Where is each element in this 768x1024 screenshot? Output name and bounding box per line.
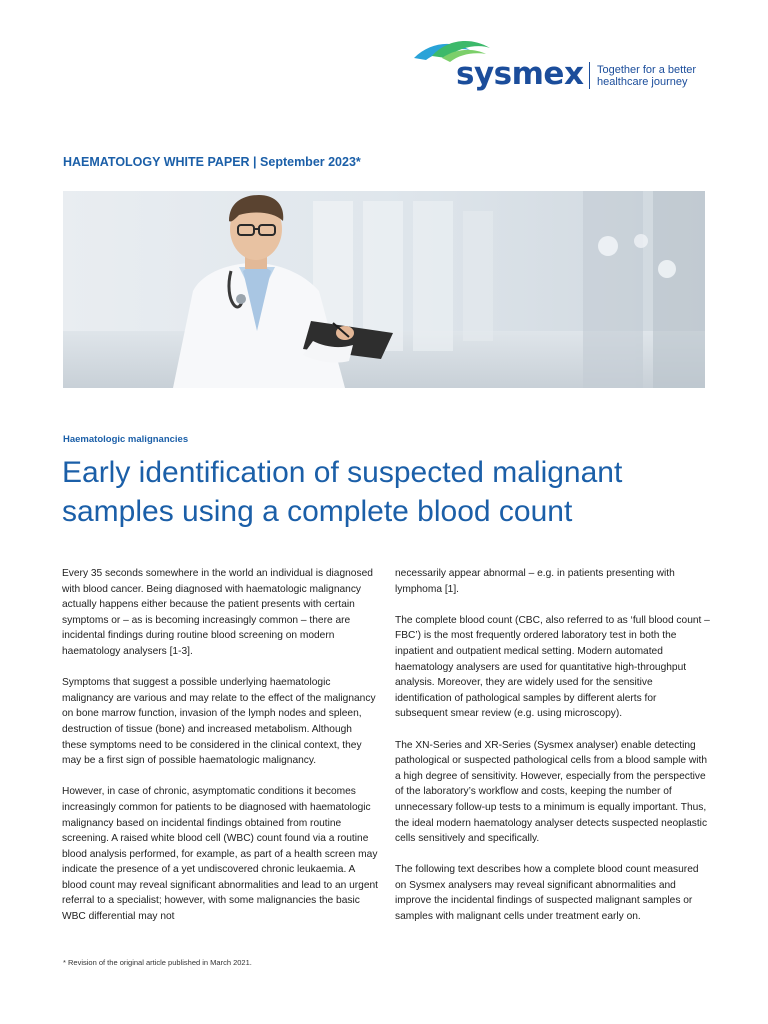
article-category: Haematologic malignancies: [63, 434, 189, 445]
brand-tagline: [597, 64, 696, 88]
paragraph: However, in case of chronic, asymptomatic conditions it becomes increasingly common for patients to be diagnosed with haematologic malignancy based on incidental findings obtained from routine screening. A raised white blood cell (WBC) count found via a routine blood analysis performed, for example, as part of a health screen may indicate the presence of a yet undiscovered chronic leukaemia. A blood count may reveal significant abnormalities and lead to an urgent referral to a specialist; however, with some malignancies the basic WBC differential may not: [62, 786, 379, 923]
logo-divider: [589, 62, 590, 89]
brand-wordmark: sysmex: [456, 56, 584, 92]
paragraph: Every 35 seconds somewhere in the world an individual is diagnosed with blood cancer. Being diagnosed with haematologic malignancy actually happens either because the patient presents with certain symptoms or – as is becoming increasingly common – there are incidental findings during routine blood screening on modern haematology analysers [1-3].: [62, 568, 373, 657]
document-header: HAEMATOLOGY WHITE PAPER | September 2023*: [63, 155, 361, 169]
hero-doctor-image: [63, 191, 705, 388]
footnote: * Revision of the original article published in March 2021.: [63, 958, 252, 967]
sysmex-logo: [412, 36, 712, 92]
paragraph: The following text describes how a complete blood count measured on Sysmex analysers may reveal significant abnormalities and improve the incidental findings of suspected malignant samples or samples with malignant cells under treatment early on.: [395, 864, 699, 923]
tagline-line-2: healthcare journey: [597, 76, 688, 88]
tagline-line-1: Together for a better: [597, 64, 697, 76]
article-title: Early identification of suspected malignant samples using a complete blood count: [62, 456, 623, 528]
paragraph: necessarily appear abnormal – e.g. in patients presenting with lymphoma [1].: [395, 568, 675, 595]
paragraph: The XN-Series and XR-Series (Sysmex analyser) enable detecting pathological or suspected pathological cells from a blood sample with a high degree of sensitivity. However, especially from the perspective of the laboratory’s workflow and costs, keeping the number of unnecessary follow-up tests to a minimum is equally important. Thus, the ideal modern haematology analyser detects suspected neoplastic cells sensitively and specifically.: [395, 739, 708, 845]
left-column: [62, 566, 378, 940]
doctor-photo-icon: [63, 191, 705, 388]
paragraph: The complete blood count (CBC, also referred to as ‘full blood count – FBC’) is the most frequently ordered laboratory test in both the inpatient and outpatient medical setting. Modern automated haematology analysers are used for quantitative high-throughput analysis. Moreover, they are widely used for the sensitive identification of pathological samples by different alerts for subsequent smear review (e.g. using microscopy).: [395, 614, 710, 720]
paragraph: Symptoms that suggest a possible underlying haematologic malignancy are various and may relate to the effect of the malignancy on bone marrow function, invasion of the lymph nodes and spleen, destruction of tissue (bone) and increased metabolism. Although these symptoms need to be considered in the clinical context, they may be a first sign of possible haematologic malignancy.: [62, 677, 376, 767]
right-column: [395, 566, 711, 940]
